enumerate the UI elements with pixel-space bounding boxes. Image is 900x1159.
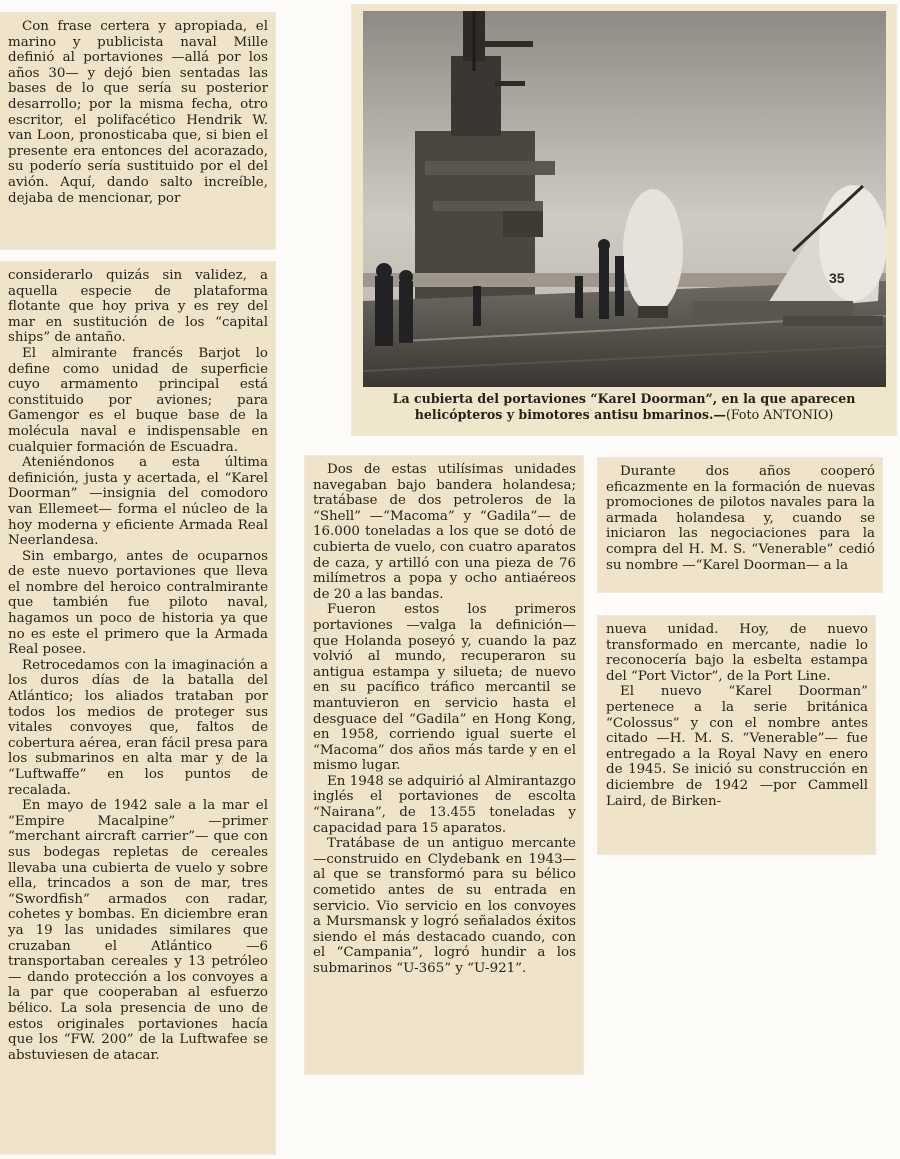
paragraph: Ateniéndonos a esta última definición, justa y acertada, el “Karel Doorman” —insignia del comodoro van Ellemeet— forma el núcleo de la hoy moderna y eficiente Armada Real Neerlandesa.	[8, 455, 268, 549]
paragraph: considerarlo quizás sin validez, a aquella especie de plataforma flotante que hoy priva y es rey del mar en sustitución de los “capital ships” de antaño.	[8, 268, 268, 346]
carrier-deck-photo	[363, 11, 886, 387]
paragraph: Dos de estas utilísimas unidades navegaban bajo bandera holandesa; tratábase de dos petroleros de la “Shell” —“Macoma” y “Gadila”— de 16.000 toneladas a los que se dotó de cubierta de vuelo, con cuatro aparatos de caza, y artilló con una pieza de 76 milímetros a popa y ocho antiaéreos de 20 a las bandas.	[313, 462, 576, 602]
paragraph: Fueron estos los primeros portaviones —valga la definición— que Holanda poseyó y, cuando la paz volvió al mundo, recuperaron su antigua estampa y silueta; de nuevo en su pacífico tráfico mercantil se mantuvieron en servicio hasta el desguace del “Gadila” en Hong Kong, en 1958, corriendo igual suerte el “Macoma” dos años más tarde y en el mismo lugar.	[313, 602, 576, 774]
caption-text: La cubierta del portaviones “Karel Doorman”, en la que aparecen helicópteros y bimotores antisu bmarinos.—	[392, 391, 856, 422]
paragraph: Con frase certera y apropiada, el marino y publicista naval Mille definió al portaviones —allá por los años 30— y dejó bien sentadas las bases de lo que sería su posterior desarrollo; por la misma fecha, otro escritor, el polifacético Hendrik W. van Loon, pronosticaba que, si bien el presente era entonces del acorazado, su poderío sería sustituido por el del avión. Aquí, dando salto increíble, dejaba de mencionar, por	[8, 19, 268, 206]
paragraph: En 1948 se adquirió al Almirantazgo inglés el portaviones de escolta “Nairana”, de 13.455 toneladas y capacidad para 15 aparatos.	[313, 773, 576, 836]
photo-credit: (Foto ANTONIO)	[725, 407, 834, 422]
carrier-deck-image	[363, 11, 886, 387]
photo-caption	[360, 391, 888, 423]
article-column-1	[0, 13, 275, 249]
article-column-4	[598, 458, 882, 592]
paragraph: El almirante francés Barjot lo define como unidad de superficie cuyo armamento principal está constituido por aviones; para Gamengor es el buque base de la molécula naval e indispensable en cualquier formación de Escuadra.	[8, 345, 268, 455]
paragraph: nueva unidad. Hoy, de nuevo transformado en mercante, nadie lo reconocería bajo la esbelta estampa del “Port Victor”, de la Port Line.	[606, 622, 868, 684]
paragraph: Sin embargo, antes de ocuparnos de este nuevo portaviones que lleva el nombre del heroico contralmirante que también fue piloto naval, hagamos un poco de historia ya que no es este el primero que la Armada Real posee.	[8, 548, 268, 658]
paragraph: El nuevo “Karel Doorman” pertenece a la serie británica “Colossus” y con el nombre antes citado —H. M. S. “Venerable”— fue entregado a la Royal Navy en enero de 1945. Se inició su construcción en diciembre de 1942 —por Cammell Laird, de Birken-	[606, 684, 868, 809]
photo-clipping	[352, 5, 896, 435]
article-column-3	[305, 456, 583, 1074]
paragraph: Retrocedamos con la imaginación a los duros días de la batalla del Atlántico; los aliados trataban por todos los medios de proteger sus vitales convoyes que, faltos de cobertura aérea, eran fácil presa para los submarinos en alta mar y de la “Luftwaffe” en los puntos de recalada.	[8, 657, 268, 798]
paragraph: En mayo de 1942 sale a la mar el “Empire Macalpine” —primer “merchant aircraft carrier”— que con sus bodegas repletas de cereales llevaba una cubierta de vuelo y sobre ella, trincados a son de mar, tres “Swordfish” armados con radar, cohetes y bombas. En diciembre eran ya 19 las unidades similares que cruzaban el Atlántico —6 transportaban cereales y 13 petróleo— dando protección a los convoyes a la par que cooperaban al esfuerzo bélico. La sola presencia de uno de estos originales portaviones hacía que los “FW. 200” de la Luftwafee se abstuviesen de atacar.	[8, 798, 268, 1063]
hull-number: 35	[829, 270, 845, 286]
paragraph: Tratábase de un antiguo mercante —construido en Clydebank en 1943— al que se transformó para su bélico cometido antes de su entrada en servicio. Vio servicio en los convoyes a Mursmansk y logró señalados éxitos siendo el más destacado cuando, con el “Campania”, logró hundir a los submarinos “U-365” y “U-921”.	[313, 836, 576, 976]
article-column-2	[0, 262, 275, 1154]
article-column-5	[598, 616, 875, 854]
paragraph: Durante dos años cooperó eficazmente en la formación de nuevas promociones de pilotos navales para la armada holandesa y, cuando se iniciaron las negociaciones para la compra del H. M. S. “Venerable” cedió su nombre —“Karel Doorman— a la	[606, 464, 875, 573]
